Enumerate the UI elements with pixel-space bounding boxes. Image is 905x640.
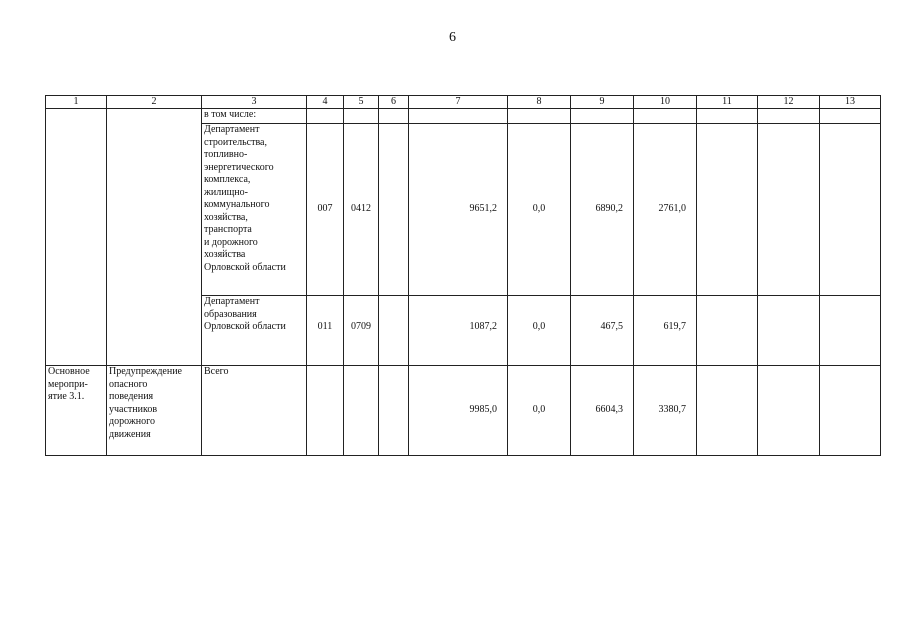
event-name: Предупреждение опасного поведения участников дорожного движения xyxy=(107,366,202,456)
column-number: 4 xyxy=(307,96,344,109)
table-cell xyxy=(379,296,409,366)
value-cell: 2761,0 xyxy=(634,124,697,296)
column-number: 12 xyxy=(758,96,820,109)
ministry-code: 011 xyxy=(307,296,344,366)
table-cell xyxy=(107,109,202,366)
table-cell xyxy=(46,109,107,366)
column-number: 3 xyxy=(202,96,307,109)
column-number: 10 xyxy=(634,96,697,109)
column-number-row xyxy=(46,96,881,109)
page-number: 6 xyxy=(449,30,456,45)
column-number: 1 xyxy=(46,96,107,109)
column-number: 2 xyxy=(107,96,202,109)
column-number: 7 xyxy=(409,96,508,109)
value-cell: 0,0 xyxy=(508,366,571,456)
value-cell: 6604,3 xyxy=(571,366,634,456)
section-code: 0709 xyxy=(344,296,379,366)
column-number: 13 xyxy=(820,96,881,109)
table-row xyxy=(46,109,881,124)
value-cell: 6890,2 xyxy=(571,124,634,296)
value-cell: 9985,0 xyxy=(409,366,508,456)
total-label: Всего xyxy=(202,366,307,456)
value-cell: 9651,2 xyxy=(409,124,508,296)
department-name: Департамент строительства, топливно- энергетического комплекса, жилищно- коммунального хозяйства, транспорта и дорожного хозяйства Орловской области xyxy=(202,124,307,296)
value-cell: 467,5 xyxy=(571,296,634,366)
column-number: 9 xyxy=(571,96,634,109)
table-cell xyxy=(379,124,409,296)
value-cell: 0,0 xyxy=(508,124,571,296)
value-cell: 0,0 xyxy=(508,296,571,366)
subheader-label: в том числе: xyxy=(202,109,307,124)
budget-table xyxy=(45,95,881,456)
column-number: 11 xyxy=(697,96,758,109)
department-name: Департамент образования Орловской области xyxy=(202,296,307,366)
column-number: 5 xyxy=(344,96,379,109)
value-cell: 3380,7 xyxy=(634,366,697,456)
event-number: Основное меропри- ятие 3.1. xyxy=(46,366,107,456)
value-cell: 619,7 xyxy=(634,296,697,366)
section-code: 0412 xyxy=(344,124,379,296)
column-number: 8 xyxy=(508,96,571,109)
ministry-code: 007 xyxy=(307,124,344,296)
value-cell: 1087,2 xyxy=(409,296,508,366)
column-number: 6 xyxy=(379,96,409,109)
table-row xyxy=(46,366,881,456)
